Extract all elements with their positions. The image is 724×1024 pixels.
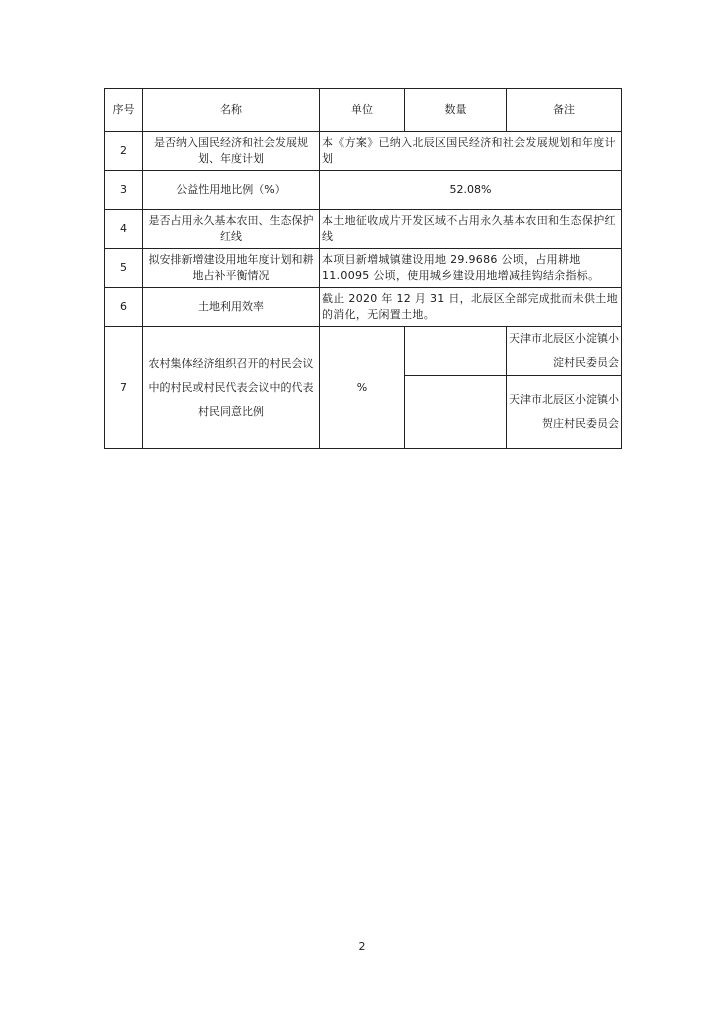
row-unit: % [320,327,405,449]
row-remark: 天津市北辰区小淀镇小淀村民委员会 [507,327,622,376]
row-index: 4 [105,210,143,249]
row-name: 是否占用永久基本农田、生态保护红线 [143,210,320,249]
header-name: 名称 [143,89,320,132]
row-detail: 本《方案》已纳入北辰区国民经济和社会发展规划和年度计划 [320,132,622,171]
header-quantity: 数量 [405,89,507,132]
row-index: 6 [105,288,143,327]
row-index: 5 [105,249,143,288]
header-remark: 备注 [507,89,622,132]
row-name: 拟安排新增建设用地年度计划和耕地占补平衡情况 [143,249,320,288]
table-header-row [105,89,622,132]
row-index: 2 [105,132,143,171]
row-name: 公益性用地比例（%） [143,171,320,210]
row-detail: 52.08% [320,171,622,210]
page-number: 2 [358,940,366,953]
table-row [105,210,622,249]
row-quantity-empty [405,327,507,376]
row-name: 是否纳入国民经济和社会发展规划、年度计划 [143,132,320,171]
header-unit: 单位 [320,89,405,132]
header-index: 序号 [105,89,143,132]
table-row [105,171,622,210]
land-acquisition-table [104,88,622,449]
table-row [105,327,622,376]
row-detail: 本项目新增城镇建设用地 29.9686 公顷，占用耕地 11.0095 公顷，使用城乡建设用地增减挂钩结余指标。 [320,249,622,288]
row-detail: 截止 2020 年 12 月 31 日，北辰区全部完成批而未供土地的消化，无闲置土地。 [320,288,622,327]
row-quantity-empty [405,376,507,449]
row-detail: 本土地征收成片开发区域不占用永久基本农田和生态保护红线 [320,210,622,249]
table-row [105,132,622,171]
row-remark: 天津市北辰区小淀镇小贺庄村民委员会 [507,376,622,449]
table-row [105,249,622,288]
table-row [105,288,622,327]
row-name: 农村集体经济组织召开的村民会议中的村民或村民代表会议中的代表村民同意比例 [143,327,320,449]
row-index: 7 [105,327,143,449]
row-index: 3 [105,171,143,210]
row-name: 土地利用效率 [143,288,320,327]
